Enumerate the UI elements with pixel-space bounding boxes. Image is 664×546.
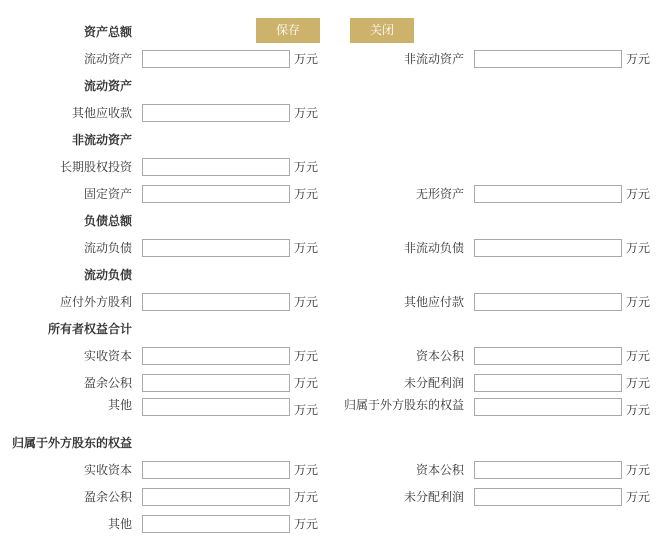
field-left (0, 288, 332, 315)
field-input[interactable] (474, 488, 622, 506)
field-input[interactable] (474, 293, 622, 311)
field-left (0, 153, 332, 180)
field-unit: 万元 (294, 295, 319, 309)
field-input[interactable] (474, 398, 622, 416)
financial-form (0, 18, 664, 537)
field-left (0, 483, 332, 510)
field-label: 其他 (107, 398, 132, 412)
section-header (0, 261, 332, 288)
form-row (0, 315, 664, 342)
field-unit: 万元 (294, 241, 319, 255)
field-right (332, 288, 664, 315)
field-left (0, 180, 332, 207)
form-row (0, 207, 664, 234)
field-input[interactable] (142, 515, 290, 533)
field-label: 非流动资产 (403, 51, 464, 66)
field-unit: 万元 (294, 106, 319, 120)
field-right (332, 483, 664, 510)
field-right (332, 180, 664, 207)
field-unit: 万元 (626, 490, 651, 504)
field-right (332, 369, 664, 396)
field-unit: 万元 (626, 349, 651, 363)
field-label: 固定资产 (83, 186, 132, 201)
field-unit: 万元 (294, 376, 319, 390)
save-button[interactable]: 保存 (256, 18, 320, 43)
field-right (332, 456, 664, 483)
form-row (0, 396, 664, 429)
form-row (0, 99, 664, 126)
empty-cell (332, 126, 664, 153)
field-input[interactable] (142, 185, 290, 203)
field-input[interactable] (142, 488, 290, 506)
field-label: 长期股权投资 (59, 159, 132, 174)
field-right (332, 342, 664, 369)
field-unit: 万元 (294, 463, 319, 477)
field-label: 资本公积 (415, 348, 464, 363)
empty-cell (332, 315, 664, 342)
field-input[interactable] (142, 239, 290, 257)
section-header-label: 所有者权益合计 (47, 321, 132, 336)
empty-cell (332, 261, 664, 288)
field-unit: 万元 (294, 52, 319, 66)
section-header-label: 资产总额 (83, 24, 132, 39)
section-header (0, 315, 332, 342)
field-input[interactable] (142, 347, 290, 365)
field-label: 未分配利润 (403, 489, 464, 504)
field-unit: 万元 (294, 403, 319, 417)
field-input[interactable] (474, 50, 622, 68)
field-unit: 万元 (626, 295, 651, 309)
field-input[interactable] (142, 104, 290, 122)
section-header (0, 207, 332, 234)
form-row (0, 288, 664, 315)
section-header (0, 429, 332, 456)
form-row (0, 369, 664, 396)
form-row (0, 429, 664, 456)
field-left (0, 396, 332, 429)
form-row (0, 234, 664, 261)
field-label: 盈余公积 (83, 489, 132, 504)
field-input[interactable] (142, 461, 290, 479)
field-label: 应付外方股利 (59, 294, 132, 309)
section-header (0, 126, 332, 153)
field-left (0, 234, 332, 261)
field-input[interactable] (474, 461, 622, 479)
field-left (0, 45, 332, 72)
field-right (332, 234, 664, 261)
form-row (0, 342, 664, 369)
field-left (0, 342, 332, 369)
form-row (0, 510, 664, 537)
field-input[interactable] (142, 398, 290, 416)
field-label: 流动负债 (83, 240, 132, 255)
field-label: 实收资本 (83, 462, 132, 477)
field-left (0, 369, 332, 396)
form-row (0, 261, 664, 288)
field-unit: 万元 (626, 376, 651, 390)
field-unit: 万元 (294, 160, 319, 174)
field-label: 实收资本 (83, 348, 132, 363)
form-row (0, 180, 664, 207)
field-label: 其他应付款 (403, 294, 464, 309)
field-input[interactable] (142, 374, 290, 392)
field-input[interactable] (142, 293, 290, 311)
field-input[interactable] (474, 374, 622, 392)
form-row (0, 456, 664, 483)
form-row (0, 45, 664, 72)
field-label: 其他应收款 (71, 105, 132, 120)
empty-cell (332, 99, 664, 126)
empty-cell (332, 429, 664, 456)
form-row (0, 18, 664, 45)
field-input[interactable] (142, 158, 290, 176)
section-header-label: 归属于外方股东的权益 (11, 435, 132, 450)
empty-cell (332, 153, 664, 180)
section-header-label: 流动负债 (83, 267, 132, 282)
field-input[interactable] (474, 347, 622, 365)
field-label: 未分配利润 (403, 375, 464, 390)
section-header-label: 负债总额 (83, 213, 132, 228)
field-right (332, 396, 664, 429)
empty-cell (332, 18, 664, 45)
field-input[interactable] (474, 239, 622, 257)
field-left (0, 510, 332, 537)
field-left (0, 456, 332, 483)
field-left (0, 99, 332, 126)
field-unit: 万元 (294, 187, 319, 201)
form-row (0, 483, 664, 510)
empty-cell (332, 510, 664, 537)
field-label: 归属于外方股东的权益 (343, 398, 464, 412)
field-input[interactable] (142, 50, 290, 68)
field-label: 无形资产 (415, 186, 464, 201)
field-unit: 万元 (626, 187, 651, 201)
form-row (0, 126, 664, 153)
field-unit: 万元 (294, 349, 319, 363)
field-unit: 万元 (626, 52, 651, 66)
field-unit: 万元 (626, 463, 651, 477)
empty-cell (332, 72, 664, 99)
section-header (0, 72, 332, 99)
close-button[interactable]: 关闭 (350, 18, 414, 43)
section-header-label: 非流动资产 (71, 132, 132, 147)
field-unit: 万元 (626, 403, 651, 417)
field-label: 其他 (107, 516, 132, 531)
section-header (0, 18, 332, 45)
form-row (0, 72, 664, 99)
field-right (332, 45, 664, 72)
field-label: 流动资产 (83, 51, 132, 66)
empty-cell (332, 207, 664, 234)
section-header-label: 流动资产 (83, 78, 132, 93)
field-label: 非流动负债 (403, 240, 464, 255)
field-label: 资本公积 (415, 462, 464, 477)
form-row (0, 153, 664, 180)
field-unit: 万元 (294, 517, 319, 531)
field-label: 盈余公积 (83, 375, 132, 390)
field-unit: 万元 (626, 241, 651, 255)
field-unit: 万元 (294, 490, 319, 504)
field-input[interactable] (474, 185, 622, 203)
